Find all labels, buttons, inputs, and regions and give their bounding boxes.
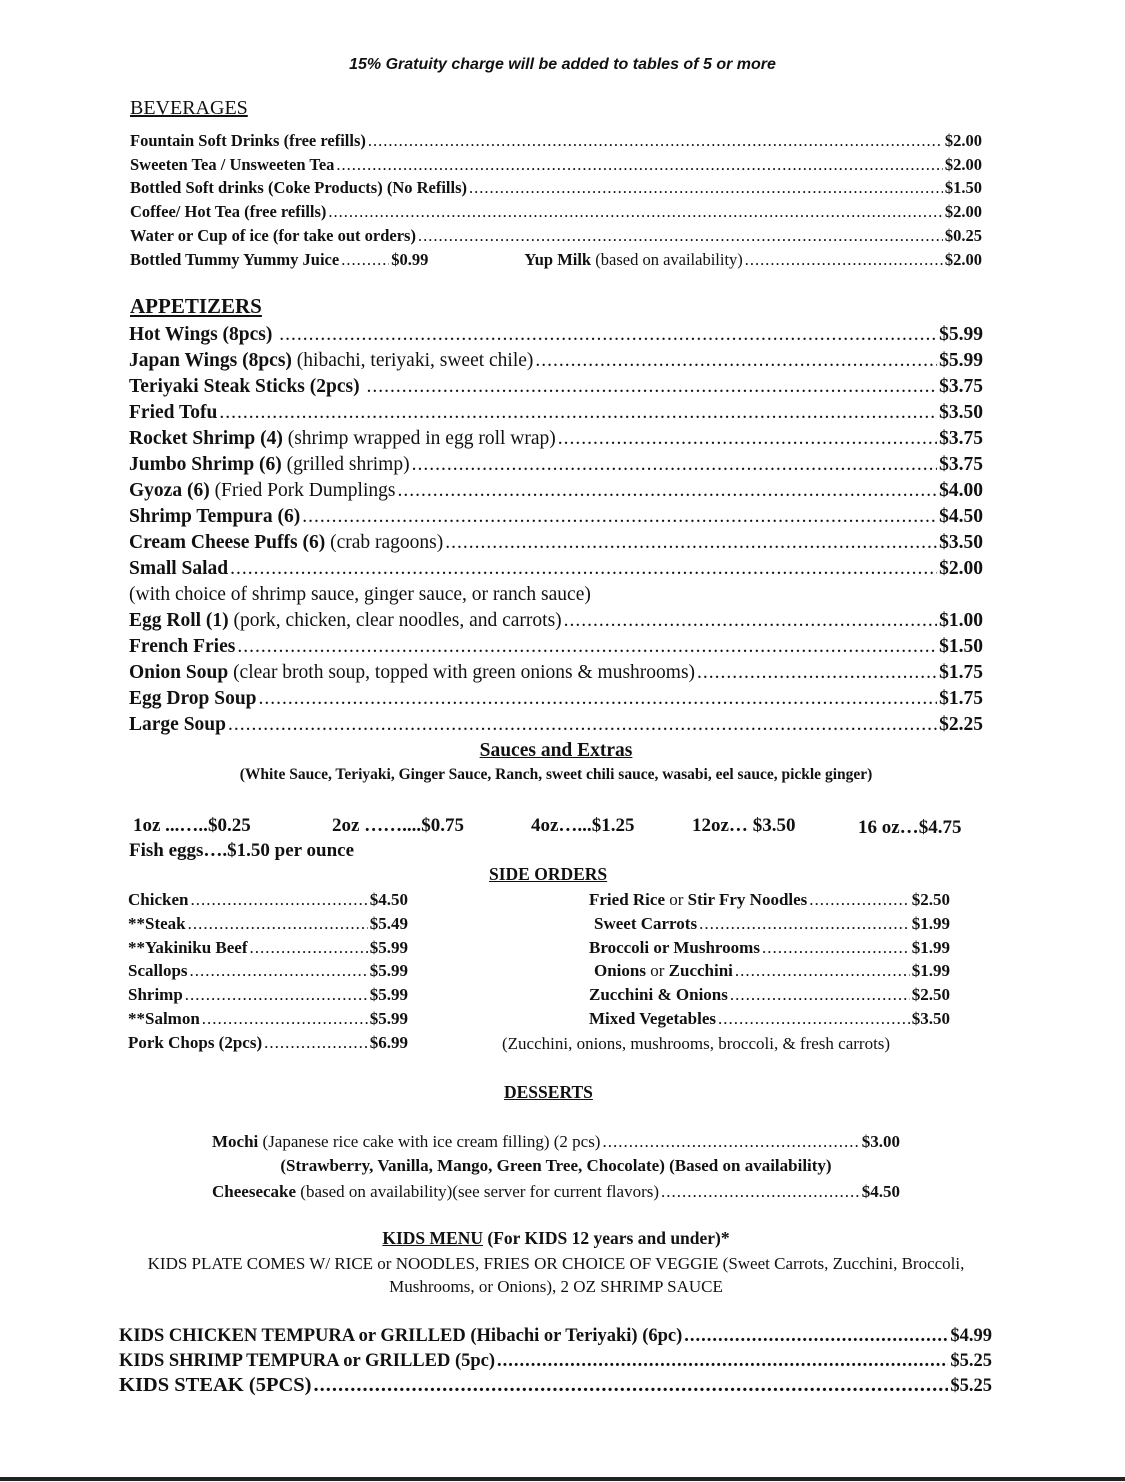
gratuity-notice: 15% Gratuity charge will be added to tables of 5 or more [349, 56, 776, 73]
appetizer-item [129, 608, 983, 634]
veg-note: (Zucchini, onions, mushrooms, broccoli, & fresh carrots) [502, 1034, 891, 1053]
leader-dots [697, 660, 937, 686]
appetizer-item [129, 322, 983, 348]
leader-dots [497, 1349, 948, 1374]
item-price: $4.99 [950, 1326, 992, 1346]
beverage-item [130, 153, 982, 177]
item-name: Cheesecake [212, 1182, 297, 1201]
side-item [128, 1031, 408, 1055]
leader-dots [250, 936, 368, 960]
leader-dots [366, 374, 937, 400]
dessert-item [212, 1180, 900, 1204]
item-name: Sweet Carrots [594, 913, 698, 933]
item-price: $5.99 [939, 324, 983, 345]
beverages-list [130, 129, 982, 271]
leader-dots [219, 400, 937, 426]
side-orders-right [589, 888, 950, 1031]
item-name: KIDS SHRIMP TEMPURA or GRILLED (5pc) [119, 1350, 496, 1371]
leader-dots [259, 686, 938, 712]
item-desc: (grilled shrimp) [286, 454, 410, 475]
leader-dots [809, 888, 909, 912]
beverage-item [130, 200, 982, 224]
leader-dots [190, 888, 367, 912]
item-price: $5.99 [369, 937, 408, 957]
sauce-size-2: 2oz ……....$0.75 [332, 815, 464, 836]
item-price: $0.25 [944, 225, 982, 245]
leader-dots [418, 224, 943, 248]
leader-dots [185, 983, 368, 1007]
item-desc: (hibachi, teriyaki, sweet chile) [296, 350, 534, 371]
kids-list [119, 1324, 992, 1399]
kids-item [119, 1324, 992, 1349]
item-name: Mixed Vegetables [589, 1008, 717, 1028]
beverage-item [130, 176, 982, 200]
item-name: Coffee/ Hot Tea (free refills) [130, 202, 327, 222]
leader-dots [735, 959, 910, 983]
beverages-heading: BEVERAGES [130, 97, 248, 119]
sauces-subtitle: (White Sauce, Teriyaki, Ginger Sauce, Ranch, sweet chili sauce, wasabi, eel sauce, pickle ginger) [239, 766, 873, 783]
appetizer-item [129, 400, 983, 426]
leader-dots [237, 634, 937, 660]
item-desc: (crab ragoons) [330, 532, 444, 553]
leader-dots [188, 912, 368, 936]
kids-item [119, 1373, 992, 1399]
leader-dots [336, 153, 942, 177]
item-desc: (Fried Pork Dumplings [214, 480, 396, 501]
appetizer-item [129, 478, 983, 504]
side-item [589, 888, 950, 912]
appetizer-item [129, 686, 983, 712]
sauce-size-5: 16 oz…$4.75 [858, 817, 962, 838]
item-name: Rocket Shrimp (4) [129, 428, 283, 449]
item-name: Bottled Soft drinks (Coke Products) (No Refills) [130, 178, 468, 198]
item-price: $3.75 [939, 428, 983, 449]
appetizers-heading: APPETIZERS [130, 294, 262, 318]
side-item [589, 1007, 950, 1031]
item-price: $2.00 [944, 154, 982, 174]
item-name: Fountain Soft Drinks (free refills) [130, 131, 366, 150]
item-price: $3.00 [861, 1132, 900, 1151]
item-name: Fried Rice [589, 890, 665, 909]
kids-heading: KIDS MENU [382, 1228, 483, 1248]
item-price: $4.50 [939, 506, 983, 527]
item-price: $2.50 [911, 985, 950, 1005]
item-name: **Steak [128, 913, 186, 933]
bottom-border [0, 1477, 1125, 1481]
leader-dots [762, 936, 910, 960]
leader-dots [564, 608, 937, 634]
item-price: $5.99 [369, 1008, 408, 1028]
appetizer-item [129, 426, 983, 452]
kids-description-line2: Mushrooms, or Onions), 2 OZ SHRIMP SAUCE [389, 1277, 723, 1296]
item-name: Small Salad [129, 558, 229, 579]
appetizer-item [129, 504, 983, 530]
item-price: $2.00 [944, 131, 982, 150]
juice-price: $0.99 [391, 249, 429, 269]
item-desc: (clear broth soup, topped with green onions & mushrooms) [233, 662, 696, 683]
item-price: $1.00 [939, 610, 983, 631]
item-name: French Fries [129, 636, 236, 657]
leader-dots [230, 556, 937, 582]
appetizers-list [129, 322, 983, 738]
leader-dots [190, 959, 368, 983]
kids-description [0, 1252, 1112, 1298]
item-price: $5.99 [939, 350, 983, 371]
item-name: Egg Drop Soup [129, 688, 257, 709]
item-price: $3.50 [939, 402, 983, 423]
mochi-flavors: (Strawberry, Vanilla, Mango, Green Tree, Chocolate) (Based on availability) [280, 1156, 832, 1175]
milk-name: Yup Milk [524, 249, 592, 269]
item-name: Fried Tofu [129, 402, 218, 423]
leader-dots [661, 1180, 860, 1204]
item-desc: (based on availability)(see server for current flavors) [300, 1182, 660, 1201]
sauce-size-1: 1oz ...…..$0.25 [133, 815, 251, 836]
item-name: Shrimp Tempura (6) [129, 506, 301, 527]
item-price: $2.00 [944, 202, 982, 222]
dessert-item [212, 1130, 900, 1154]
desserts-heading: DESSERTS [504, 1082, 593, 1102]
item-desc: (pork, chicken, clear noodles, and carrots) [233, 610, 562, 631]
item-price: $5.99 [369, 961, 408, 981]
item-price: $3.75 [939, 454, 983, 475]
sauce-size-4: 12oz… $3.50 [692, 815, 796, 836]
item-name: Shrimp [128, 985, 183, 1005]
item-price: $2.00 [939, 558, 983, 579]
leader-dots [368, 129, 943, 153]
leader-dots [341, 248, 389, 272]
appetizer-item [129, 712, 983, 738]
item-name: **Salmon [128, 1008, 200, 1028]
leader-dots [397, 478, 937, 504]
sauce-size-3: 4oz…...$1.25 [531, 815, 635, 836]
item-name: Pork Chops (2pcs) [128, 1032, 263, 1052]
item-price: $1.99 [911, 961, 950, 981]
item-name: Scallops [128, 961, 188, 981]
kids-heading-line [0, 1228, 1112, 1249]
item-price: $3.50 [911, 1008, 950, 1028]
leader-dots [445, 530, 937, 556]
item-name: Broccoli or Mushrooms [589, 937, 760, 957]
item-price: $2.50 [911, 890, 950, 909]
item-name: Teriyaki Steak Sticks (2pcs) [129, 376, 360, 397]
item-name: Jumbo Shrimp (6) [129, 454, 282, 475]
item-name: Hot Wings (8pcs) [129, 324, 273, 345]
item-name: Mochi [212, 1132, 259, 1151]
sauces-heading: Sauces and Extras [479, 740, 633, 761]
item-name: Japan Wings (8pcs) [129, 350, 292, 371]
item-price: $2.25 [939, 714, 983, 735]
leader-dots [314, 1373, 949, 1398]
item-or: or [669, 890, 684, 909]
leader-dots [228, 712, 937, 738]
item-name: Onions [594, 961, 646, 981]
leader-dots [745, 248, 943, 272]
appetizer-item [129, 530, 983, 556]
leader-dots [412, 452, 938, 478]
dessert-cheesecake [212, 1180, 900, 1204]
item-name: Cream Cheese Puffs (6) [129, 532, 326, 553]
item-price: $5.99 [369, 985, 408, 1005]
beverage-item [130, 129, 982, 153]
item-name: KIDS STEAK (5PCS) [119, 1374, 312, 1396]
side-item [128, 912, 408, 936]
leader-dots [535, 348, 937, 374]
beverage-item [130, 224, 982, 248]
leader-dots [469, 176, 943, 200]
side-item [589, 936, 950, 960]
kids-item [119, 1349, 992, 1374]
item-name: Egg Roll (1) [129, 610, 229, 631]
item-name: KIDS CHICKEN TEMPURA or GRILLED (Hibachi or Teriyaki) (6pc) [119, 1326, 683, 1346]
item-price: $3.50 [939, 532, 983, 553]
item-name: Zucchini & Onions [589, 985, 728, 1005]
kids-description-line1: KIDS PLATE COMES W/ RICE or NOODLES, FRIES OR CHOICE OF VEGGIE (Sweet Carrots, Zucchini, Broccoli, [147, 1254, 965, 1273]
appetizer-item [129, 660, 983, 686]
side-orders-left [128, 888, 408, 1055]
leader-dots [558, 426, 937, 452]
leader-dots [328, 200, 942, 224]
item-price: $1.75 [939, 688, 983, 709]
side-item [128, 959, 408, 983]
item-price: $4.50 [861, 1182, 900, 1201]
item-name: Sweeten Tea / Unsweeten Tea [130, 154, 335, 174]
side-item [128, 936, 408, 960]
item-name: Onion Soup [129, 662, 229, 683]
item-price: $5.49 [369, 913, 408, 933]
item-or: or [650, 961, 665, 981]
side-item [589, 959, 950, 983]
side-item [128, 983, 408, 1007]
leader-dots [718, 1007, 910, 1031]
side-item [589, 912, 950, 936]
item-price: $5.25 [950, 1350, 992, 1371]
leader-dots [202, 1007, 368, 1031]
item-price: $4.00 [939, 480, 983, 501]
appetizer-item [129, 374, 983, 400]
fish-eggs: Fish eggs….$1.50 per ounce [129, 840, 355, 861]
side-item [128, 888, 408, 912]
item-price: $1.99 [911, 937, 950, 957]
side-item [589, 983, 950, 1007]
item-name: Water or Cup of ice (for take out orders) [130, 225, 416, 245]
appetizer-item [129, 348, 983, 374]
kids-heading-note: (For KIDS 12 years and under)* [487, 1228, 730, 1248]
leader-dots [279, 322, 937, 348]
appetizer-item [129, 556, 983, 582]
milk-price: $2.00 [944, 249, 982, 269]
item-price: $1.50 [939, 636, 983, 657]
appetizer-item [129, 452, 983, 478]
item-name: Gyoza (6) [129, 480, 210, 501]
dessert-mochi [212, 1130, 900, 1154]
item-name: Chicken [128, 890, 189, 909]
item-name-2: Stir Fry Noodles [687, 890, 808, 909]
item-price: $5.25 [950, 1376, 992, 1396]
item-name-2: Zucchini [668, 961, 733, 981]
leader-dots [730, 983, 910, 1007]
leader-dots [684, 1324, 948, 1349]
milk-desc: (based on availability) [595, 249, 743, 269]
side-orders-heading: SIDE ORDERS [489, 864, 608, 884]
item-desc: (shrimp wrapped in egg roll wrap) [287, 428, 556, 449]
leader-dots [264, 1031, 368, 1055]
item-name: Large Soup [129, 714, 226, 735]
leader-dots [699, 912, 910, 936]
side-item [128, 1007, 408, 1031]
beverage-item-pair [130, 248, 982, 272]
item-name: **Yakiniku Beef [128, 937, 248, 957]
item-desc: (Japanese rice cake with ice cream filling) (2 pcs) [262, 1132, 601, 1151]
leader-dots [602, 1130, 859, 1154]
leader-dots [302, 504, 937, 530]
item-price: $3.75 [939, 376, 983, 397]
item-price: $1.50 [944, 178, 982, 198]
item-price: $1.99 [911, 913, 950, 933]
item-price: $6.99 [369, 1032, 408, 1052]
item-price: $1.75 [939, 662, 983, 683]
item-price: $4.50 [369, 890, 408, 909]
salad-note: (with choice of shrimp sauce, ginger sauce, or ranch sauce) [129, 584, 591, 605]
juice-name: Bottled Tummy Yummy Juice [130, 249, 340, 269]
appetizer-item [129, 634, 983, 660]
